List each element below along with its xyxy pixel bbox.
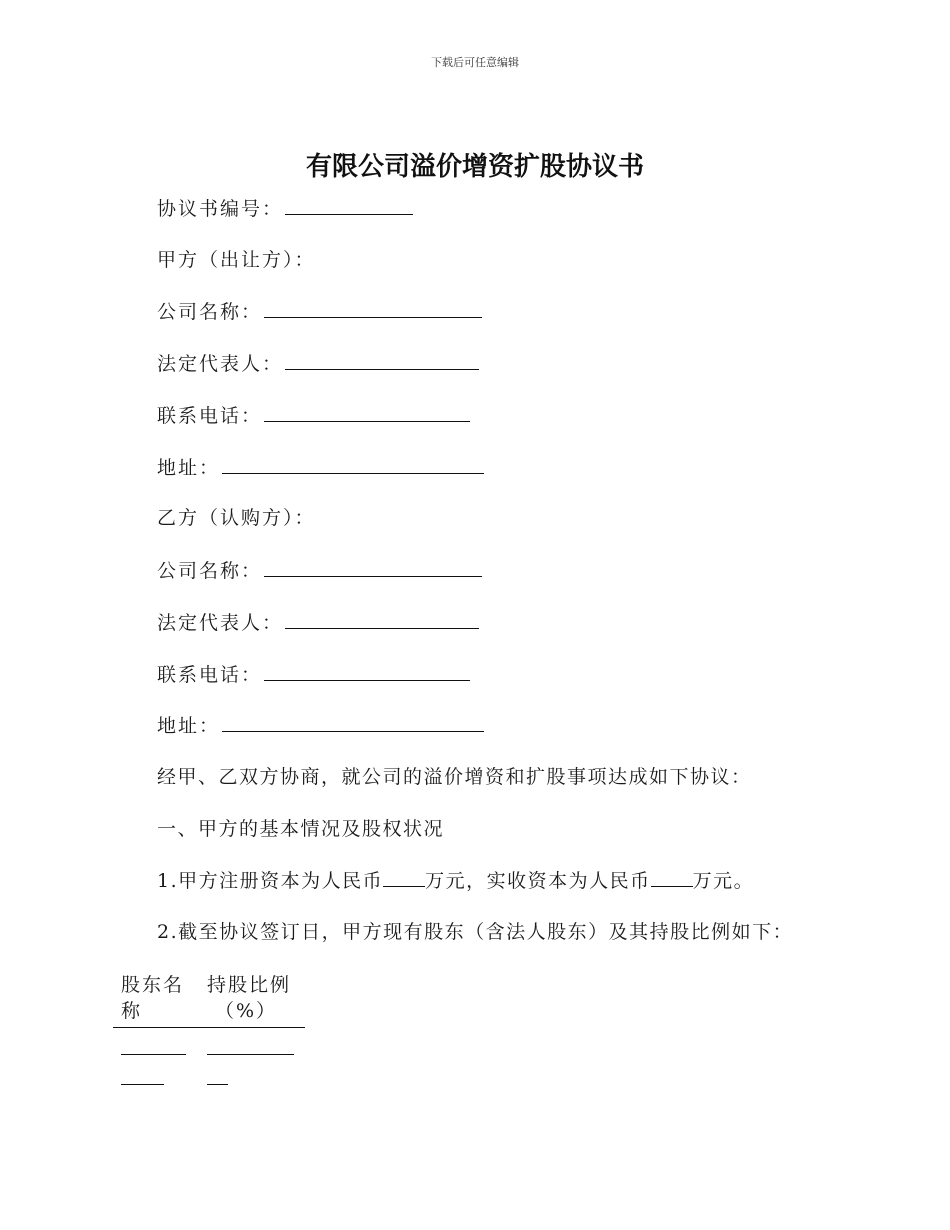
party-a-phone-blank[interactable] [264, 403, 470, 422]
agreement-number-field [157, 196, 413, 221]
party-b-heading: 乙方（认购方）： [157, 507, 316, 529]
paid-capital-blank[interactable] [651, 870, 693, 887]
header-note: 下载后可任意编辑 [431, 56, 519, 69]
item-1 [157, 869, 754, 893]
party-b-address-field [157, 713, 484, 738]
registered-capital-blank[interactable] [383, 870, 425, 887]
party-a-company-field [157, 299, 482, 324]
section-1-heading: 一、甲方的基本情况及股权状况 [157, 818, 445, 840]
agreement-number-blank[interactable] [285, 196, 413, 215]
party-b-phone-blank[interactable] [264, 662, 470, 681]
intro-paragraph: 经甲、乙双方协商，就公司的溢价增资和扩股事项达成如下协议： [157, 766, 752, 788]
item-1-text-a: 1.甲方注册资本为人民币 [157, 870, 384, 892]
party-b-address-label: 地址： [157, 715, 221, 737]
party-a-address-field [157, 455, 484, 480]
ratio-header-line1: 持股比例 [207, 974, 292, 996]
party-a-address-label: 地址： [157, 457, 221, 479]
party-b-address-blank[interactable] [222, 713, 484, 732]
party-b-company-label: 公司名称： [157, 560, 263, 582]
party-b-phone-field [157, 662, 470, 687]
row-2-shareholder-blank[interactable] [121, 1084, 164, 1085]
party-b-rep-field [157, 610, 479, 635]
party-b-company-field [157, 558, 482, 583]
document-title: 有限公司溢价增资扩股协议书 [305, 152, 644, 182]
agreement-number-label: 协议书编号： [157, 198, 284, 220]
party-a-address-blank[interactable] [222, 455, 484, 474]
party-a-rep-blank[interactable] [285, 351, 479, 370]
party-a-company-blank[interactable] [264, 299, 482, 318]
party-a-phone-label: 联系电话： [157, 405, 263, 427]
party-b-phone-label: 联系电话： [157, 664, 263, 686]
row-1-shareholder-blank[interactable] [121, 1054, 186, 1055]
item-2: 2.截至协议签订日，甲方现有股东（含法人股东）及其持股比例如下： [157, 921, 794, 943]
ratio-header-line2: （%） [215, 1000, 278, 1022]
shareholder-header-line1: 股东名 [121, 974, 185, 996]
party-a-heading: 甲方（出让方）： [157, 249, 316, 271]
table-header-ratio [207, 972, 291, 1024]
party-a-phone-field [157, 403, 470, 428]
shareholder-header-line2: 称 [121, 1000, 143, 1022]
item-1-text-c: 万元。 [692, 870, 755, 892]
party-b-company-blank[interactable] [264, 558, 482, 577]
row-1-ratio-blank[interactable] [207, 1054, 294, 1055]
item-1-text-b: 万元，实收资本为人民币 [425, 870, 651, 892]
row-2-ratio-blank[interactable] [207, 1084, 228, 1085]
table-header-shareholder [121, 972, 184, 1024]
party-b-rep-blank[interactable] [285, 610, 479, 629]
table-header-rule [113, 1027, 305, 1028]
party-b-rep-label: 法定代表人： [157, 612, 284, 634]
party-a-rep-label: 法定代表人： [157, 353, 284, 375]
party-a-rep-field [157, 351, 479, 376]
party-a-company-label: 公司名称： [157, 301, 263, 323]
